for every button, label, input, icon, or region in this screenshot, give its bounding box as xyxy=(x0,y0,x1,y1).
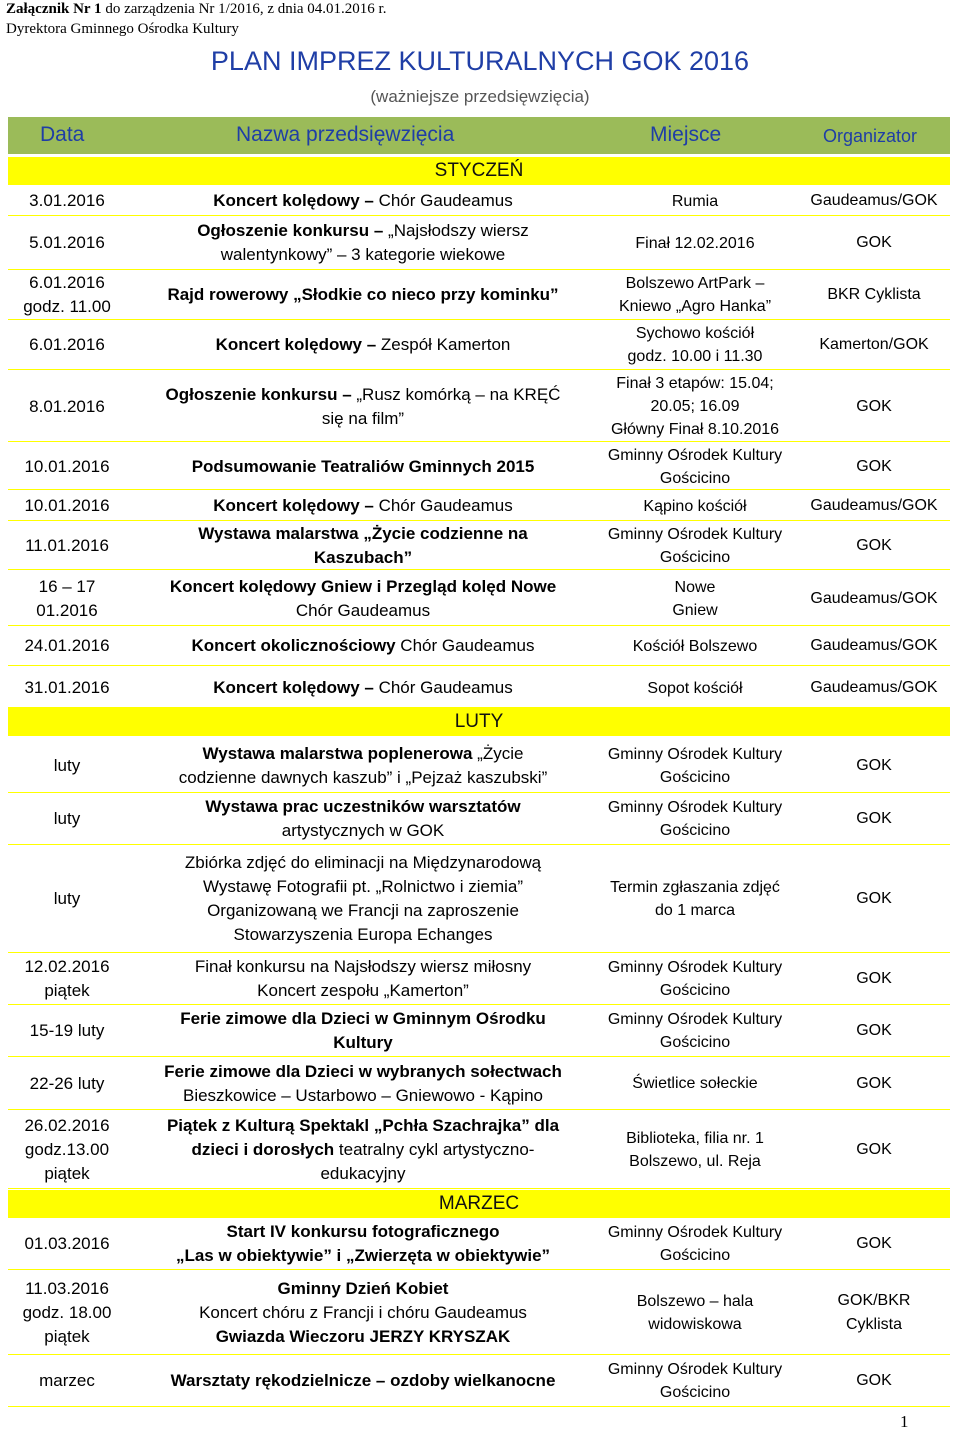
event-organizer xyxy=(798,793,950,845)
event-date xyxy=(8,845,126,953)
event-organizer xyxy=(798,1355,950,1407)
event-date-text: 8.01.2016 xyxy=(29,396,105,416)
event-name xyxy=(128,521,598,570)
event-name-bold: Koncert okolicznościowy xyxy=(191,636,396,655)
event-date-text: 22-26 luty xyxy=(29,1073,105,1093)
event-date-text: 10.01.2016 xyxy=(24,456,110,476)
event-organizer xyxy=(798,443,950,490)
event-date-text: 15-19 luty xyxy=(29,1021,105,1040)
event-place-text: Biblioteka, filia nr. 1 Bolszewo, ul. Reja xyxy=(626,1129,764,1170)
table-row xyxy=(8,571,950,626)
event-name-rest: „Najsłodszy wiersz walentynkowy” – 3 kategorie wiekowe xyxy=(220,221,529,264)
event-date xyxy=(8,953,126,1005)
event-name-rest: „Rusz komórką – na KRĘĆ się na film” xyxy=(321,384,561,428)
event-name-text xyxy=(205,795,520,843)
column-header-place: Miejsce xyxy=(650,123,722,146)
event-name-bold: Koncert kolędowy – xyxy=(215,335,377,354)
event-date xyxy=(8,521,126,570)
event-organizer xyxy=(798,571,950,626)
event-organizer xyxy=(798,1270,950,1355)
event-date xyxy=(8,738,126,793)
table-row xyxy=(8,845,950,953)
event-organizer-text: GOK xyxy=(856,890,892,907)
event-name-bold: Gminny Dzień Kobiet xyxy=(277,1278,449,1298)
event-name xyxy=(128,793,598,845)
event-place xyxy=(590,1057,800,1110)
column-header-name: Nazwa przedsięwzięcia xyxy=(236,123,455,146)
event-name xyxy=(128,953,598,1005)
event-date-text: 31.01.2016 xyxy=(24,678,110,697)
event-name-text xyxy=(213,494,513,518)
column-header-organizer: Organizator xyxy=(823,126,918,146)
event-place-text: Gminny Ośrodek Kultury Gościcino xyxy=(607,745,783,786)
event-name-rest: Chór Gaudeamus xyxy=(395,636,535,655)
event-organizer-text: BKR Cyklista xyxy=(827,286,921,303)
event-organizer xyxy=(798,216,950,270)
event-name-bold: Koncert kolędowy Gniew i Przegląd kolęd Nowe xyxy=(169,576,557,596)
event-name-text xyxy=(180,1007,546,1055)
event-name-rest: Chór Gaudeamus xyxy=(373,678,513,697)
table-row xyxy=(8,1218,950,1270)
event-organizer-text: GOK xyxy=(856,457,892,475)
table-row xyxy=(8,1355,950,1407)
event-name-bold: Start IV konkursu fotograficznego „Las w obiektywie” i „Zwierzęta w obiektywie” xyxy=(175,1222,551,1265)
event-name xyxy=(128,668,598,708)
row-divider xyxy=(8,707,950,708)
event-name-text xyxy=(199,1277,527,1349)
event-place xyxy=(590,270,800,320)
event-name-rest: artystycznych w GOK xyxy=(281,821,445,840)
row-divider xyxy=(8,665,950,666)
event-name-text xyxy=(192,634,535,658)
event-organizer xyxy=(798,953,950,1005)
event-name-text xyxy=(216,333,511,357)
event-place xyxy=(590,186,800,216)
event-name xyxy=(128,1057,598,1110)
event-organizer-text: GOK/BKR Cyklista xyxy=(837,1291,911,1333)
event-name xyxy=(128,1355,598,1407)
table-row xyxy=(8,521,950,570)
event-place xyxy=(590,216,800,270)
row-divider xyxy=(8,1406,950,1407)
event-date-text: 3.01.2016 xyxy=(29,191,105,210)
event-date-text: marzec xyxy=(39,1371,95,1390)
event-name-rest: Zespół Kamerton xyxy=(376,335,511,354)
event-place xyxy=(590,1110,800,1189)
event-place xyxy=(590,845,800,953)
event-name-bold: Wystawa malarstwa „Życie codzienne na Kaszubach” xyxy=(198,523,528,567)
event-name-rest: Koncert chóru z Francji i chóru Gaudeamus xyxy=(199,1302,527,1322)
director-note: Dyrektora Gminnego Ośrodka Kultury xyxy=(6,21,239,37)
event-organizer-text: Kamerton/GOK xyxy=(819,336,929,353)
event-place xyxy=(590,320,800,370)
event-organizer-text: Gaudeamus/GOK xyxy=(810,637,938,654)
event-name-bold: Koncert kolędowy – xyxy=(213,496,374,515)
event-organizer-text: GOK xyxy=(856,756,892,774)
event-place-text: Rumia xyxy=(671,192,719,210)
event-organizer-text: GOK xyxy=(856,397,892,415)
table-row xyxy=(8,738,950,793)
event-place-text: Nowe Gniew xyxy=(672,578,718,619)
event-name-rest: Chór Gaudeamus xyxy=(373,191,513,210)
event-place-text: Gminny Ośrodek Kultury Gościcino xyxy=(607,1224,783,1264)
event-name-text xyxy=(167,1114,559,1186)
event-place xyxy=(590,793,800,845)
event-name-text xyxy=(167,283,558,307)
event-date xyxy=(8,668,126,708)
event-name-text xyxy=(179,742,548,790)
event-name-bold-extra: Gwiazda Wieczoru JERZY KRYSZAK xyxy=(215,1326,511,1346)
event-name xyxy=(128,320,598,370)
event-organizer xyxy=(798,845,950,953)
table-row xyxy=(8,186,950,216)
event-name-text xyxy=(192,455,535,479)
event-date xyxy=(8,270,126,320)
event-place xyxy=(590,1355,800,1407)
event-organizer-text: GOK xyxy=(856,970,892,987)
event-name-bold: Rajd rowerowy „Słodkie co nieco przy kominku” xyxy=(167,285,559,304)
event-organizer xyxy=(798,521,950,570)
page-number: 1 xyxy=(900,1412,909,1431)
event-name-bold: Wystawa malarstwa poplenerowa xyxy=(202,743,473,763)
event-name-text xyxy=(197,219,529,267)
event-place xyxy=(590,953,800,1005)
event-organizer xyxy=(798,1218,950,1270)
event-organizer-text: GOK xyxy=(856,536,892,554)
event-name xyxy=(128,571,598,626)
event-date xyxy=(8,216,126,270)
event-name-text xyxy=(185,851,541,947)
event-date-text: 01.03.2016 xyxy=(24,1234,110,1253)
event-organizer-text: GOK xyxy=(856,1022,892,1039)
table-row xyxy=(8,1057,950,1110)
event-place-text: Finał 12.02.2016 xyxy=(635,234,755,252)
event-place xyxy=(590,521,800,570)
event-place-text: Gminny Ośrodek Kultury Gościcino xyxy=(607,525,783,566)
event-organizer xyxy=(798,1005,950,1057)
event-date-text: 26.02.2016 godz.13.00 piątek xyxy=(24,1115,110,1183)
event-place xyxy=(590,491,800,521)
event-name-rest: Chór Gaudeamus xyxy=(295,600,431,620)
event-name-rest: Finał konkursu na Najsłodszy wiersz miłosny Koncert zespołu „Kamerton” xyxy=(194,957,532,1000)
event-organizer xyxy=(798,491,950,521)
event-place-text: Gminny Ośrodek Kultury Gościcino xyxy=(607,799,783,839)
event-place-text: Gminny Ośrodek Kultury Gościcino xyxy=(607,959,783,999)
event-name-rest: Bieszkowice – Ustarbowo – Gniewowo - Kąpino xyxy=(182,1085,543,1105)
event-name-text xyxy=(166,383,561,431)
event-organizer-text: GOK xyxy=(856,1074,892,1092)
event-organizer-text: Gaudeamus/GOK xyxy=(810,679,938,696)
row-divider xyxy=(8,569,950,570)
event-date xyxy=(8,1355,126,1407)
event-name xyxy=(128,491,598,521)
event-date xyxy=(8,443,126,490)
table-row xyxy=(8,626,950,666)
event-date xyxy=(8,371,126,442)
table-row xyxy=(8,491,950,521)
column-header-date: Data xyxy=(40,123,85,146)
event-date xyxy=(8,1270,126,1355)
table-row xyxy=(8,320,950,370)
event-name xyxy=(128,1218,598,1270)
event-place-text: Kąpino kościół xyxy=(643,497,747,515)
event-organizer-text: GOK xyxy=(856,1140,892,1158)
table-row xyxy=(8,270,950,320)
event-place-text: Termin zgłaszania zdjęć do 1 marca xyxy=(610,879,780,919)
event-date-text: 24.01.2016 xyxy=(24,636,110,655)
event-place-text: Świetlice sołeckie xyxy=(632,1075,758,1092)
event-organizer xyxy=(798,738,950,793)
event-date-text: 10.01.2016 xyxy=(24,496,110,515)
event-date xyxy=(8,793,126,845)
event-date-text: luty xyxy=(53,755,81,775)
event-place xyxy=(590,1270,800,1355)
event-name-bold: Warsztaty rękodzielnicze – ozdoby wielkanocne xyxy=(170,1371,556,1390)
event-name-text xyxy=(171,1369,556,1393)
event-name xyxy=(128,1110,598,1189)
event-organizer-text: Gaudeamus/GOK xyxy=(810,589,938,607)
event-organizer xyxy=(798,668,950,708)
event-place-text: Gminny Ośrodek Kultury Gościcino xyxy=(607,1361,783,1401)
event-name-bold: Koncert kolędowy – xyxy=(213,678,374,697)
row-divider xyxy=(8,489,950,490)
event-date xyxy=(8,491,126,521)
event-date xyxy=(8,571,126,626)
event-name xyxy=(128,1270,598,1355)
event-date-text: luty xyxy=(53,889,81,908)
event-name xyxy=(128,626,598,666)
event-place-text: Gminny Ośrodek Kultury Gościcino xyxy=(607,446,783,487)
event-place-text: Bolszewo ArtPark – Kniewo „Agro Hanka” xyxy=(618,275,772,315)
event-place xyxy=(590,443,800,490)
event-date-text: 16 – 17 01.2016 xyxy=(36,576,98,620)
event-name xyxy=(128,1005,598,1057)
event-organizer-text: GOK xyxy=(856,810,892,827)
event-place-text: Sopot kościół xyxy=(647,679,743,697)
event-place-text: Bolszewo – hala widowiskowa xyxy=(636,1292,754,1333)
event-organizer-text: Gaudeamus/GOK xyxy=(810,497,938,514)
event-date xyxy=(8,186,126,216)
event-place-text: Kościół Bolszewo xyxy=(632,637,758,655)
event-place xyxy=(590,1218,800,1270)
event-name-bold: Ferie zimowe dla Dzieci w Gminnym Ośrodku Kultury xyxy=(180,1009,546,1052)
event-date xyxy=(8,1218,126,1270)
event-place xyxy=(590,668,800,708)
page-subtitle: (ważniejsze przedsięwzięcia) xyxy=(370,87,590,106)
row-divider xyxy=(8,369,950,370)
event-name-bold: Wystawa prac uczestników warsztatów xyxy=(205,797,521,816)
event-organizer xyxy=(798,371,950,442)
event-name xyxy=(128,216,598,270)
table-row xyxy=(8,668,950,708)
event-name-bold: Piątek z Kulturą Spektakl „Pchła Szachrajka” dla dzieci i dorosłych xyxy=(166,1115,560,1159)
event-name-bold: Podsumowanie Teatraliów Gminnych 2015 xyxy=(191,456,535,476)
event-organizer-text: Gaudeamus/GOK xyxy=(810,192,938,209)
event-place-text: Gminny Ośrodek Kultury Gościcino xyxy=(607,1011,783,1051)
event-name-text xyxy=(213,189,513,213)
event-date-text: luty xyxy=(53,809,81,828)
table-row xyxy=(8,443,950,490)
event-name xyxy=(128,270,598,320)
event-date xyxy=(8,626,126,666)
table-row xyxy=(8,1270,950,1355)
event-place-text: Sychowo kościół godz. 10.00 i 11.30 xyxy=(627,325,763,365)
event-name xyxy=(128,845,598,953)
event-name xyxy=(128,443,598,490)
month-header-february: LUTY xyxy=(8,708,950,736)
page-title: PLAN IMPREZ KULTURALNYCH GOK 2016 xyxy=(210,46,750,76)
event-organizer xyxy=(798,626,950,666)
event-date xyxy=(8,1110,126,1189)
row-divider xyxy=(8,1188,950,1189)
event-date-text: 12.02.2016 piątek xyxy=(24,957,110,1000)
event-place xyxy=(590,626,800,666)
event-date xyxy=(8,1057,126,1110)
event-date-text: 6.01.2016 xyxy=(29,335,105,354)
table-row xyxy=(8,953,950,1005)
event-name-bold: Ogłoszenie konkursu – xyxy=(165,384,352,404)
table-header xyxy=(8,117,950,154)
month-header-march: MARZEC xyxy=(8,1190,950,1218)
table-row xyxy=(8,216,950,270)
event-name-text xyxy=(164,1060,562,1108)
event-place xyxy=(590,738,800,793)
event-date-text: 11.01.2016 xyxy=(25,535,109,555)
event-date-text: 5.01.2016 xyxy=(29,233,105,252)
event-name-text xyxy=(176,1220,550,1268)
event-place xyxy=(590,571,800,626)
event-organizer xyxy=(798,270,950,320)
event-organizer xyxy=(798,1057,950,1110)
event-name-bold: Ferie zimowe dla Dzieci w wybranych sołectwach xyxy=(164,1061,562,1081)
event-name-rest: Chór Gaudeamus xyxy=(373,496,513,515)
table-row xyxy=(8,371,950,442)
table-row xyxy=(8,793,950,845)
table-row xyxy=(8,1005,950,1057)
event-name-bold: Ogłoszenie konkursu – xyxy=(197,221,384,240)
event-organizer xyxy=(798,320,950,370)
row-divider xyxy=(8,441,950,442)
event-date xyxy=(8,1005,126,1057)
event-name-text xyxy=(213,676,513,700)
event-place-text: Finał 3 etapów: 15.04; 20.05; 16.09 Główny Finał 8.10.2016 xyxy=(610,375,780,438)
event-date xyxy=(8,320,126,370)
event-name-text xyxy=(195,955,531,1003)
event-organizer-text: GOK xyxy=(856,234,892,251)
event-date-text: 6.01.2016 godz. 11.00 xyxy=(23,273,111,316)
event-name-text xyxy=(170,575,556,623)
event-name-rest: Zbiórka zdjęć do eliminacji na Międzynarodową Wystawę Fotografii pt. „Rolnictwo i ziemia” Organizowaną we Francji na zaproszenie Stowarzyszenia Europa Echanges xyxy=(184,853,542,944)
event-organizer xyxy=(798,186,950,216)
month-header-january: STYCZEŃ xyxy=(8,157,950,185)
table-row xyxy=(8,1110,950,1189)
event-organizer xyxy=(798,1110,950,1189)
event-place xyxy=(590,371,800,442)
attachment-note: Załącznik Nr 1 do zarządzenia Nr 1/2016, z dnia 04.01.2016 r. xyxy=(6,1,387,17)
event-organizer-text: GOK xyxy=(856,1235,892,1252)
event-name xyxy=(128,738,598,793)
event-organizer-text: GOK xyxy=(856,1372,892,1389)
event-name-rest: teatralny cykl artystyczno- edukacyjny xyxy=(320,1139,535,1183)
event-place xyxy=(590,1005,800,1057)
event-name-bold: Koncert kolędowy – xyxy=(213,191,374,210)
event-name-text xyxy=(198,522,527,570)
event-date-text: 11.03.2016 godz. 18.00 piątek xyxy=(22,1278,112,1346)
event-name xyxy=(128,186,598,216)
event-name-rest: „Życie codzienne dawnych kaszub” i „Pejzaż kaszubski” xyxy=(178,743,548,787)
event-name xyxy=(128,371,598,442)
